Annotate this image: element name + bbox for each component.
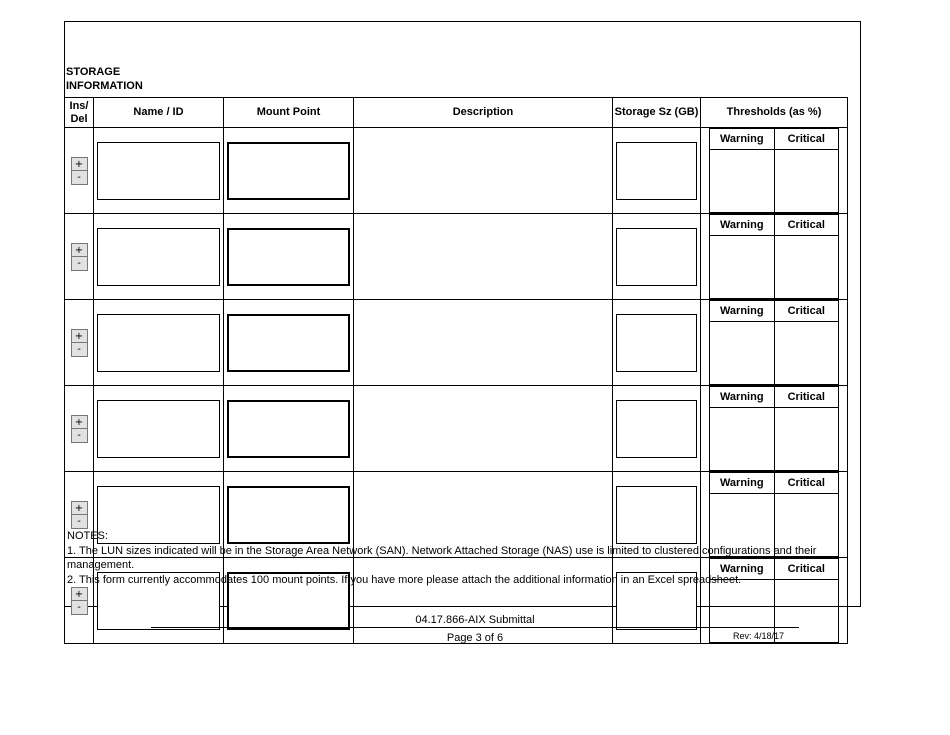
critical-label: Critical [774, 129, 839, 150]
ins-del-cell [65, 300, 94, 386]
storage-size-input[interactable] [616, 314, 697, 372]
storage-size-header: Storage Sz (GB) [613, 98, 701, 128]
warning-label: Warning [710, 129, 775, 150]
storage-size-input[interactable] [616, 400, 697, 458]
name-input[interactable] [97, 314, 220, 372]
mount-point-input[interactable] [227, 400, 350, 458]
name-input[interactable] [97, 142, 220, 200]
ins-del-cell [65, 214, 94, 300]
mount-point-header: Mount Point [224, 98, 354, 128]
thresholds-subtable [709, 300, 839, 385]
description-input[interactable] [354, 214, 613, 300]
thresholds-subtable [709, 128, 839, 213]
critical-label: Critical [774, 301, 839, 322]
critical-input[interactable] [774, 150, 839, 213]
ins-del-header: Ins/ Del [65, 98, 94, 128]
name-input[interactable] [97, 228, 220, 286]
insert-row-button[interactable]: + [71, 587, 88, 601]
mount-point-input[interactable] [227, 314, 350, 372]
critical-label: Critical [774, 387, 839, 408]
name-cell [94, 300, 224, 386]
warning-input[interactable] [710, 322, 775, 385]
name-header: Name / ID [94, 98, 224, 128]
thresholds-subtable [709, 214, 839, 299]
thresholds-cell [701, 128, 848, 214]
footer-revision: Rev: 4/18/17 [733, 631, 785, 641]
critical-label: Critical [774, 473, 839, 494]
warning-input[interactable] [710, 236, 775, 299]
name-input[interactable] [97, 400, 220, 458]
ins-del-cell [65, 386, 94, 472]
warning-input[interactable] [710, 150, 775, 213]
mount-point-cell [224, 300, 354, 386]
table-row [65, 300, 848, 386]
footer-divider [151, 627, 799, 628]
mount-point-cell [224, 386, 354, 472]
warning-label: Warning [710, 559, 775, 580]
critical-input[interactable] [774, 236, 839, 299]
table-header-row [65, 98, 848, 128]
critical-label: Critical [774, 215, 839, 236]
warning-label: Warning [710, 473, 775, 494]
storage-size-input[interactable] [616, 228, 697, 286]
note-2: 2. This form currently accommodates 100 mount points. If you have more please attach the additional information in an Excel spreadsheet. [67, 573, 742, 586]
delete-row-button[interactable]: - [71, 343, 88, 357]
notes-heading: NOTES: [67, 530, 108, 542]
description-input[interactable] [354, 300, 613, 386]
thresholds-cell [701, 386, 848, 472]
insert-row-button[interactable]: + [71, 501, 88, 515]
name-cell [94, 386, 224, 472]
ins-del-cell [65, 128, 94, 214]
critical-input[interactable] [774, 408, 839, 471]
insert-row-button[interactable]: + [71, 415, 88, 429]
delete-row-button[interactable]: - [71, 601, 88, 615]
delete-row-button[interactable]: - [71, 257, 88, 271]
delete-row-button[interactable]: - [71, 515, 88, 529]
delete-row-button[interactable]: - [71, 429, 88, 443]
thresholds-cell [701, 214, 848, 300]
insert-row-button[interactable]: + [71, 157, 88, 171]
name-cell [94, 128, 224, 214]
mount-point-input[interactable] [227, 228, 350, 286]
description-input[interactable] [354, 386, 613, 472]
storage-size-input[interactable] [616, 142, 697, 200]
thresholds-header: Thresholds (as %) [701, 98, 848, 128]
thresholds-subtable [709, 386, 839, 471]
storage-size-cell [613, 386, 701, 472]
section-title: STORAGE INFORMATION [66, 66, 143, 92]
warning-input[interactable] [710, 408, 775, 471]
warning-label: Warning [710, 301, 775, 322]
note-1: 1. The LUN sizes indicated will be in the Storage Area Network (SAN). Network Attached Storage (NAS) use is limited to clustered configurations and their management. [67, 544, 817, 571]
delete-row-button[interactable]: - [71, 171, 88, 185]
table-row [65, 128, 848, 214]
table-row [65, 386, 848, 472]
name-cell [94, 214, 224, 300]
mount-point-cell [224, 128, 354, 214]
thresholds-cell [701, 300, 848, 386]
critical-label: Critical [774, 559, 839, 580]
storage-size-cell [613, 300, 701, 386]
table-row [65, 214, 848, 300]
notes [67, 529, 847, 587]
footer-page-number: Page 3 of 6 [446, 632, 504, 644]
footer-doc-id: 04.17.866-AIX Submittal [415, 614, 535, 626]
description-input[interactable] [354, 128, 613, 214]
mount-point-cell [224, 214, 354, 300]
warning-label: Warning [710, 387, 775, 408]
critical-input[interactable] [774, 322, 839, 385]
insert-row-button[interactable]: + [71, 329, 88, 343]
mount-point-input[interactable] [227, 142, 350, 200]
storage-size-cell [613, 128, 701, 214]
warning-label: Warning [710, 215, 775, 236]
storage-size-cell [613, 214, 701, 300]
insert-row-button[interactable]: + [71, 243, 88, 257]
description-header: Description [354, 98, 613, 128]
